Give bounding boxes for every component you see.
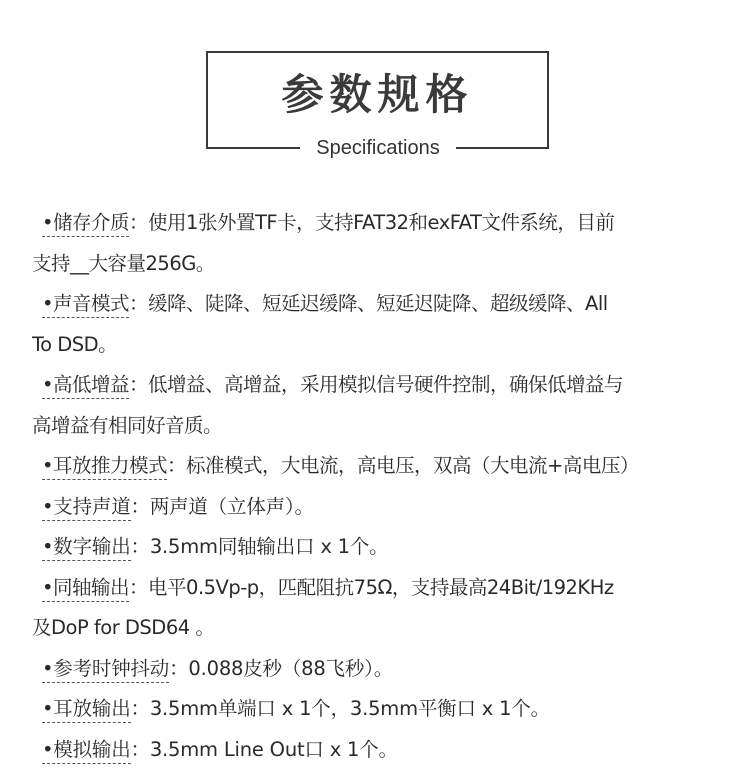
spec-list bbox=[32, 203, 732, 770]
spec-text: 3.5mm Line Out口 x 1个。 bbox=[150, 738, 398, 761]
spec-text: 两声道（立体声）。 bbox=[150, 495, 314, 518]
spec-label: •支持声道 bbox=[42, 495, 131, 521]
spec-text: 0.088皮秒（88飞秒）。 bbox=[188, 657, 393, 680]
spec-item-gain: •高低增益：低增益、高增益，采用模拟信号硬件控制，确保低增益与 高增益有相同好音质。 bbox=[32, 365, 732, 446]
spec-text: 缓降、陡降、短延迟缓降、短延迟陡降、超级缓降、All bbox=[148, 292, 608, 315]
page-subtitle: Specifications bbox=[300, 135, 456, 161]
title-frame-bottom-left bbox=[206, 147, 300, 149]
spec-label: •声音模式 bbox=[42, 292, 129, 318]
spec-item-amp-mode: •耳放推力模式：标准模式，大电流，高电压，双高（大电流+高电压） bbox=[32, 446, 732, 487]
spec-text: 3.5mm单端口 x 1个，3.5mm平衡口 x 1个。 bbox=[150, 697, 550, 720]
spec-text-continued: 支持__大容量256G。 bbox=[32, 252, 215, 275]
spec-label: •储存介质 bbox=[42, 211, 129, 237]
spec-label: •耳放推力模式 bbox=[42, 454, 167, 480]
spec-item-digital-output: •数字输出：3.5mm同轴输出口 x 1个。 bbox=[32, 527, 732, 568]
spec-text-continued: 高增益有相同好音质。 bbox=[32, 414, 222, 437]
spec-text-continued: To DSD。 bbox=[32, 333, 117, 356]
spec-text: 3.5mm同轴输出口 x 1个。 bbox=[150, 535, 389, 558]
spec-text-continued: 及DoP for DSD64 。 bbox=[32, 616, 214, 639]
spec-label: •耳放输出 bbox=[42, 697, 131, 723]
title-frame bbox=[206, 51, 549, 148]
spec-text: 使用1张外置TF卡，支持FAT32和exFAT文件系统，目前 bbox=[148, 211, 614, 234]
spec-label: •高低增益 bbox=[42, 373, 129, 399]
spec-label: •模拟输出 bbox=[42, 738, 131, 764]
spec-text: 电平0.5Vp-p，匹配阻抗75Ω，支持最高24Bit/192KHz bbox=[148, 576, 614, 599]
spec-label: •同轴输出 bbox=[42, 576, 129, 602]
spec-label: •数字输出 bbox=[42, 535, 131, 561]
spec-item-sound-mode: •声音模式：缓降、陡降、短延迟缓降、短延迟陡降、超级缓降、All To DSD。 bbox=[32, 284, 732, 365]
spec-item-headphone-output: •耳放输出：3.5mm单端口 x 1个，3.5mm平衡口 x 1个。 bbox=[32, 689, 732, 730]
spec-item-clock-jitter: •参考时钟抖动：0.088皮秒（88飞秒）。 bbox=[32, 649, 732, 690]
spec-item-coaxial-output: •同轴输出：电平0.5Vp-p，匹配阻抗75Ω，支持最高24Bit/192KHz 及DoP for DSD64 。 bbox=[32, 568, 732, 649]
spec-item-storage: •储存介质：使用1张外置TF卡，支持FAT32和exFAT文件系统，目前 支持__大容量256G。 bbox=[32, 203, 732, 284]
spec-item-channels: •支持声道：两声道（立体声）。 bbox=[32, 487, 732, 528]
page-title: 参数规格 bbox=[208, 67, 547, 123]
spec-item-analog-output: •模拟输出：3.5mm Line Out口 x 1个。 bbox=[32, 730, 732, 770]
spec-label: •参考时钟抖动 bbox=[42, 657, 169, 683]
spec-text: 低增益、高增益，采用模拟信号硬件控制，确保低增益与 bbox=[148, 373, 623, 396]
title-frame-bottom-right bbox=[456, 147, 549, 149]
spec-text: 标准模式，大电流，高电压，双高（大电流+高电压） bbox=[186, 454, 639, 477]
